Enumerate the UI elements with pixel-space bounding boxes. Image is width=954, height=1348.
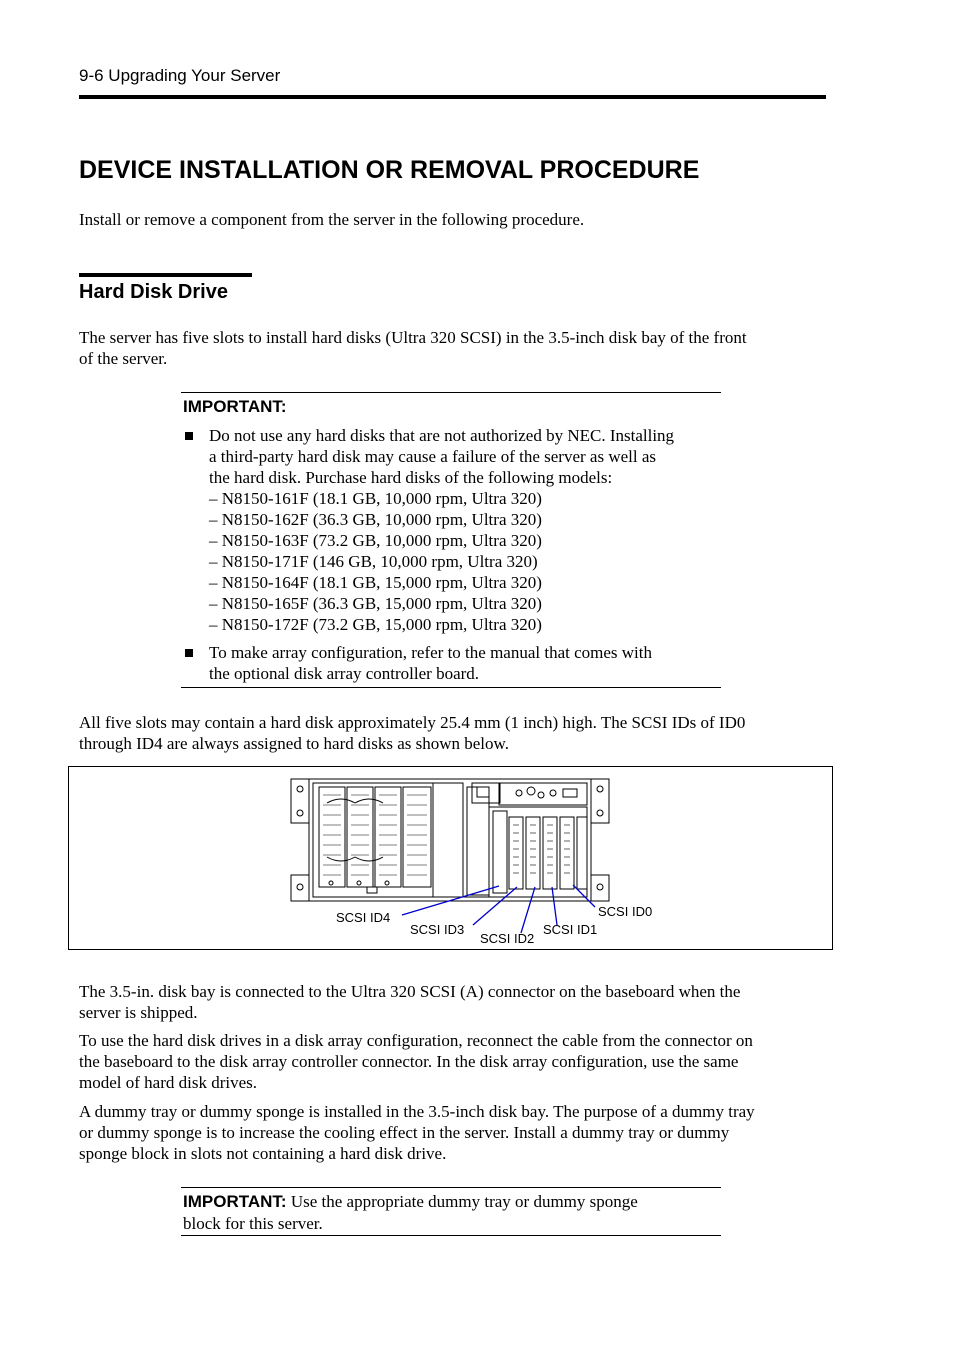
paragraph-line: through ID4 are always assigned to hard disks as shown below. (79, 734, 509, 753)
paragraph-line: of the server. (79, 349, 168, 368)
section-title: DEVICE INSTALLATION OR REMOVAL PROCEDURE (79, 156, 700, 184)
model-item: – N8150-171F (146 GB, 10,000 rpm, Ultra 320) (209, 552, 538, 571)
important-note (183, 1191, 638, 1234)
paragraph-line: or dummy sponge is to increase the cooling effect in the server. Install a dummy tray or dummy (79, 1123, 730, 1142)
paragraph-line: sponge block in slots not containing a hard disk drive. (79, 1144, 447, 1163)
paragraph-dummy-tray (79, 1101, 824, 1164)
square-bullet-icon (185, 432, 193, 440)
important-bullet-authorized (181, 425, 749, 635)
callout-scsi-id1: SCSI ID1 (543, 922, 598, 937)
paragraph-line: server is shipped. (79, 1003, 198, 1022)
paragraph-line: All five slots may contain a hard disk approximately 25.4 mm (1 inch) high. The SCSI IDs of ID0 (79, 713, 746, 732)
bullet-line: the hard disk. Purchase hard disks of the following models: (209, 468, 613, 487)
important-label: IMPORTANT: (183, 397, 287, 416)
paragraph-line: The server has five slots to install hard disks (Ultra 320 SCSI) in the 3.5-inch disk bay of the front (79, 328, 747, 347)
important-bullet-array (181, 642, 749, 684)
intro-paragraph: Install or remove a component from the server in the following procedure. (79, 210, 585, 229)
paragraph-line: To use the hard disk drives in a disk array configuration, reconnect the cable from the connector on (79, 1031, 753, 1050)
model-item: – N8150-172F (73.2 GB, 15,000 rpm, Ultra 320) (209, 615, 542, 634)
callout-scsi-id4: SCSI ID4 (336, 910, 391, 925)
bullet-line: To make array configuration, refer to the manual that comes with (209, 643, 653, 662)
important-box-dummy (181, 1187, 721, 1236)
subsection-bar (79, 273, 252, 277)
callout-scsi-id2: SCSI ID2 (480, 931, 535, 946)
paragraph-array (79, 1030, 824, 1093)
model-item: – N8150-161F (18.1 GB, 10,000 rpm, Ultra 320) (209, 489, 542, 508)
paragraph-shipped (79, 981, 819, 1023)
paragraph-line: The 3.5-in. disk bay is connected to the Ultra 320 SCSI (A) connector on the baseboard when the (79, 982, 741, 1001)
subsection-title: Hard Disk Drive (79, 281, 228, 303)
important-text: block for this server. (183, 1214, 323, 1233)
paragraph-line: the baseboard to the disk array controller connector. In the disk array configuration, use the same (79, 1052, 739, 1071)
figure-box (68, 766, 833, 950)
model-item: – N8150-165F (36.3 GB, 15,000 rpm, Ultra 320) (209, 594, 542, 613)
model-item: – N8150-164F (18.1 GB, 15,000 rpm, Ultra 320) (209, 573, 542, 592)
model-item: – N8150-163F (73.2 GB, 10,000 rpm, Ultra 320) (209, 531, 542, 550)
important-box (181, 392, 721, 688)
important-text: Use the appropriate dummy tray or dummy sponge (286, 1192, 638, 1211)
square-bullet-icon (185, 649, 193, 657)
model-item: – N8150-162F (36.3 GB, 10,000 rpm, Ultra 320) (209, 510, 542, 529)
paragraph-line: model of hard disk drives. (79, 1073, 257, 1092)
bullet-line: a third-party hard disk may cause a failure of the server as well as (209, 447, 657, 466)
bullet-line: Do not use any hard disks that are not authorized by NEC. Installing (209, 426, 675, 445)
header-rule (79, 95, 826, 99)
callout-scsi-id3: SCSI ID3 (410, 922, 465, 937)
bullet-line: the optional disk array controller board. (209, 664, 480, 683)
running-head: 9-6 Upgrading Your Server (79, 66, 281, 85)
callout-scsi-id0: SCSI ID0 (598, 904, 653, 919)
paragraph-slots (79, 327, 819, 369)
paragraph-line: A dummy tray or dummy sponge is installed in the 3.5-inch disk bay. The purpose of a dummy tray (79, 1102, 755, 1121)
paragraph-slot-height (79, 712, 819, 754)
important-label: IMPORTANT: (183, 1192, 287, 1211)
